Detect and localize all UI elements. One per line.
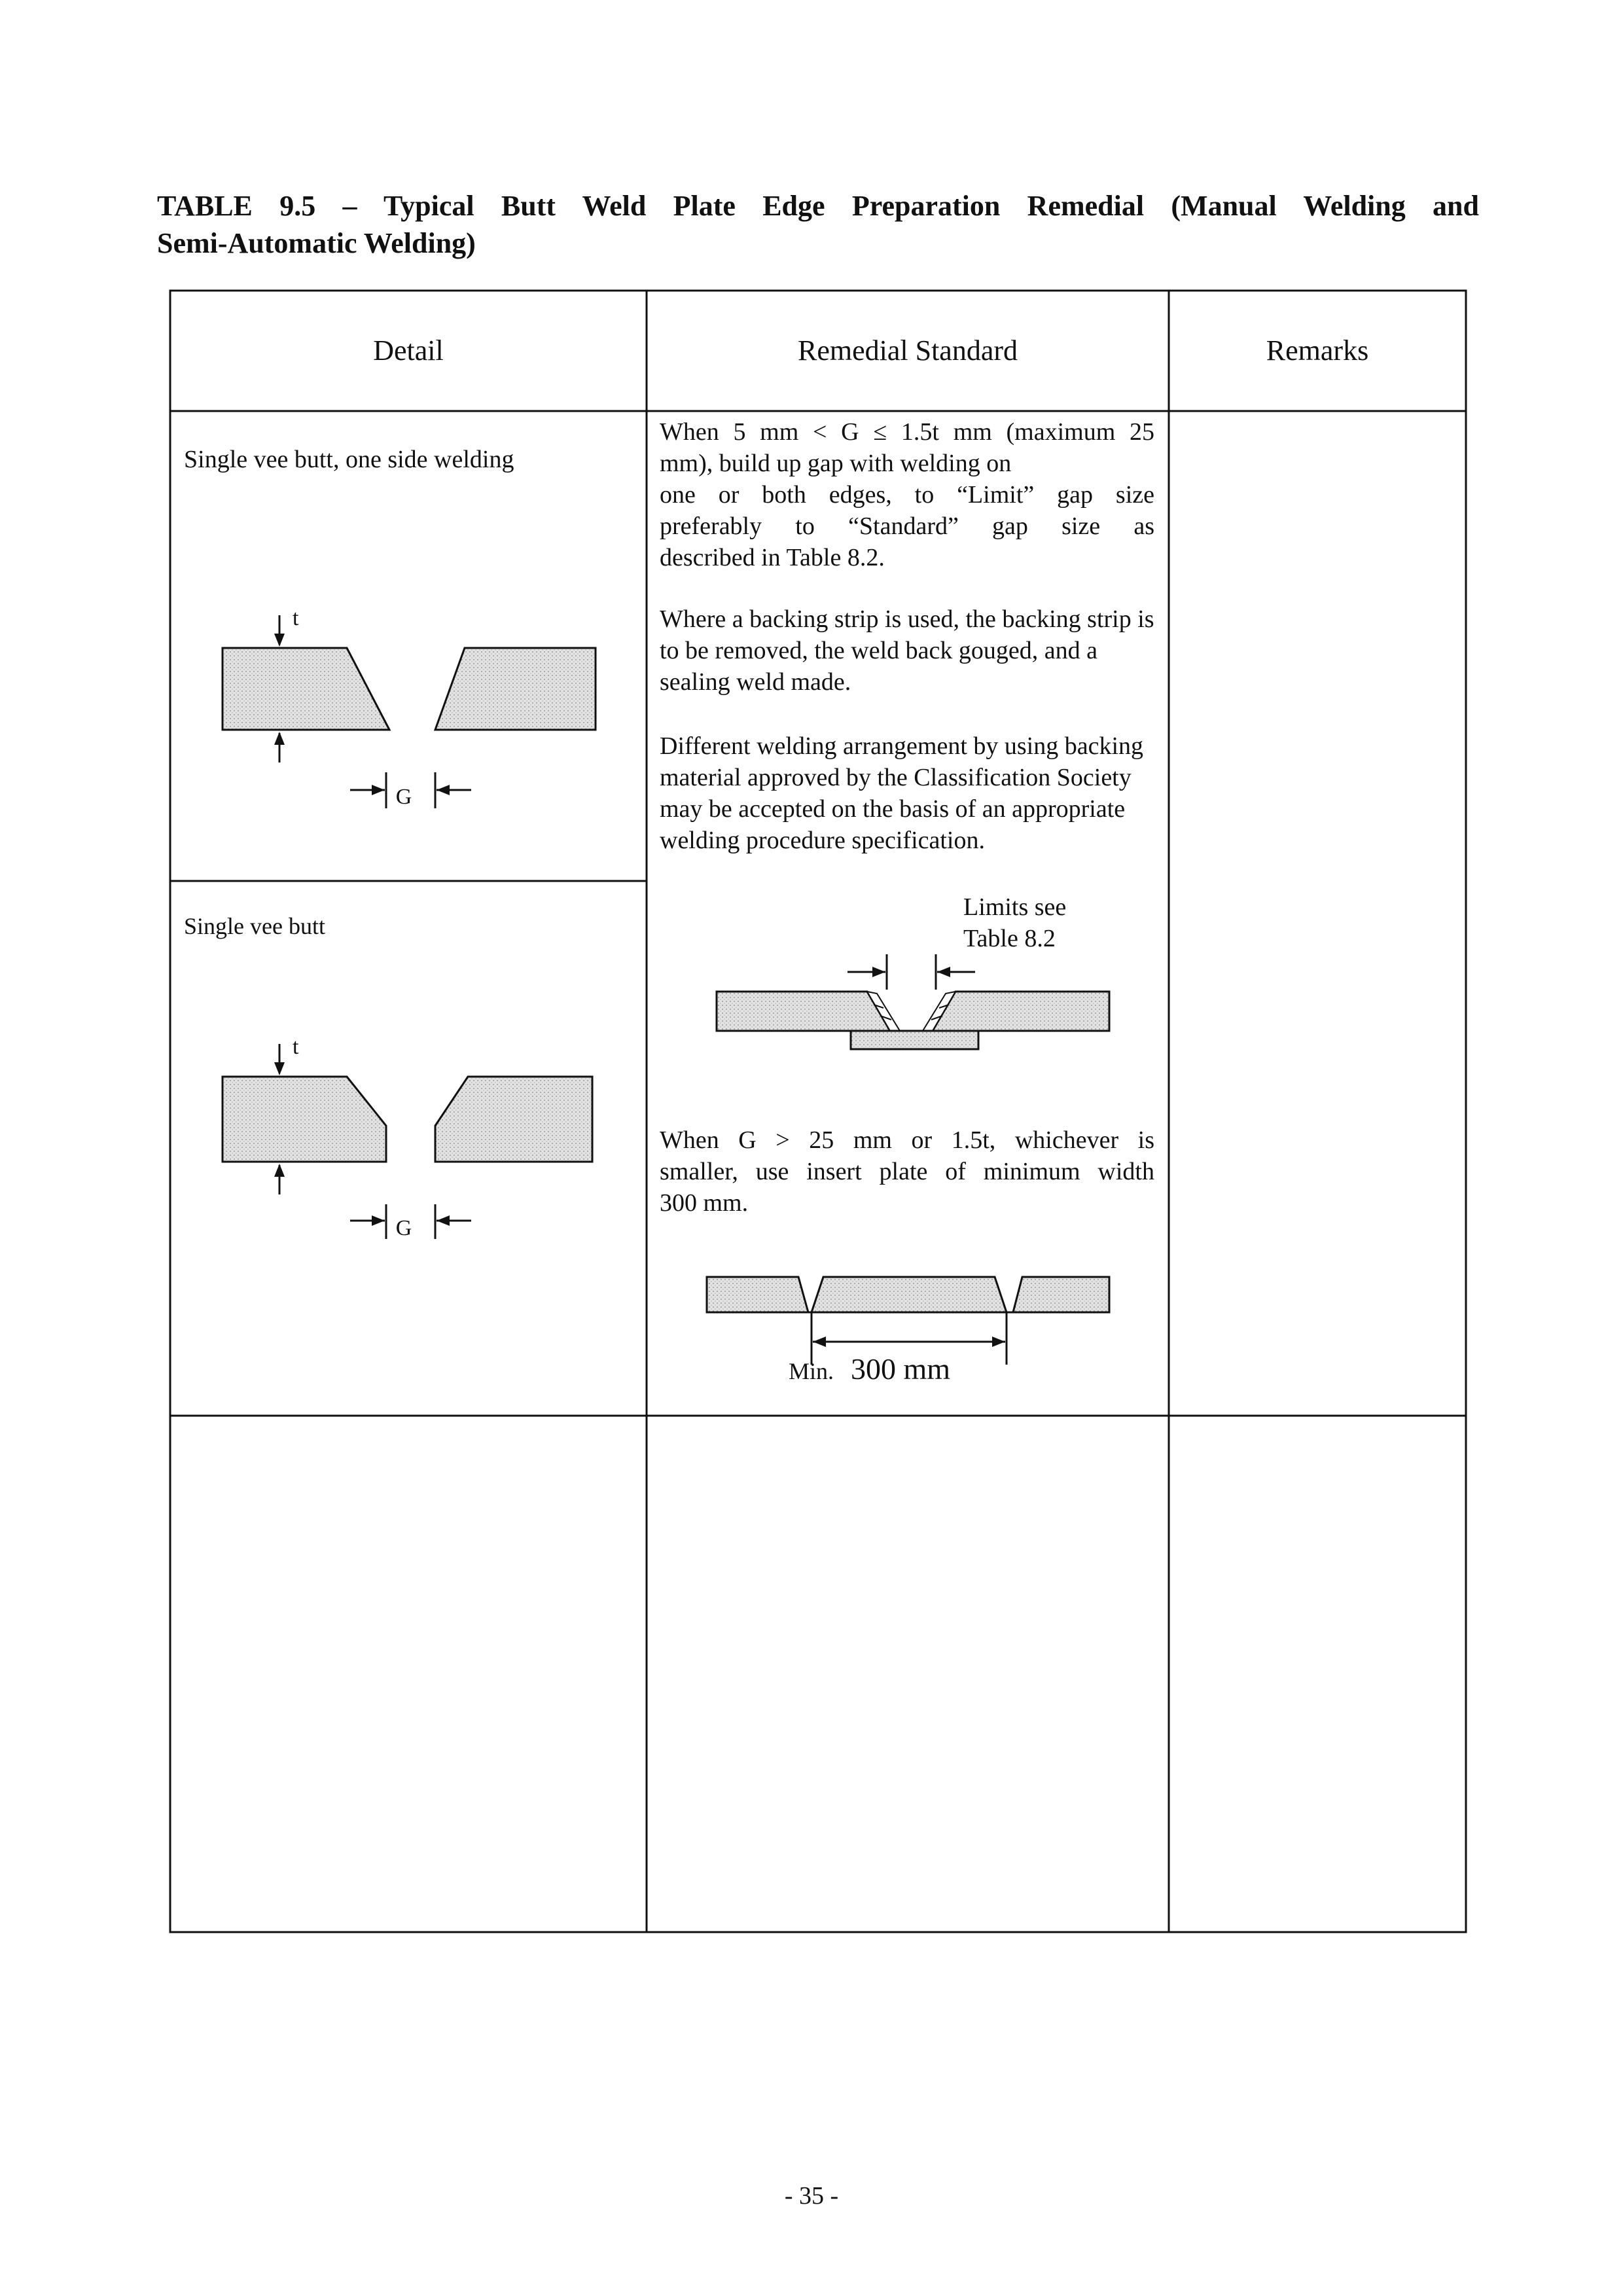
remedial-para3: Different welding arrangement by using backing material approved by the Classification Society may be accepted on the basis of an appropriate welding procedure specification. (660, 732, 1144, 854)
header-remedial-standard: Remedial Standard (797, 334, 1018, 367)
table-title-line1: TABLE 9.5 – Typical Butt Weld Plate Edge Preparation Remedial (Manual Welding and (157, 190, 1479, 222)
remedial-para4-line3: 300 mm. (660, 1189, 749, 1217)
insert-min-label: Min. (789, 1358, 834, 1384)
remedial-para1-line3: one or both edges, to “Limit” gap size (660, 481, 1154, 509)
remedial-para4-line2: smaller, use insert plate of minimum width (660, 1158, 1154, 1185)
page-number: - 35 - (784, 2182, 839, 2210)
table-title-line2: Semi-Automatic Welding) (157, 227, 476, 259)
header-detail: Detail (373, 334, 444, 367)
single-vee-diagram (209, 1024, 615, 1247)
remedial-para2: Where a backing strip is used, the backing strip is to be removed, the weld back gouged, and a sealing weld made. (660, 605, 1154, 696)
remedial-para1-line4: preferably to “Standard” gap size as (660, 512, 1154, 540)
backing-strip-diagram (713, 949, 1119, 1060)
gap-label-g: G (395, 1216, 412, 1240)
insert-plate-diagram (700, 1266, 1119, 1397)
remedial-para1-line2: mm), build up gap with welding on (660, 450, 1012, 477)
single-vee-one-side-diagram (209, 596, 615, 818)
limits-label-line2: Table 8.2 (963, 925, 1056, 952)
detail-label-single-vee-butt: Single vee butt (184, 913, 325, 939)
insert-width-label: 300 mm (851, 1352, 951, 1386)
thickness-label-t: t (293, 606, 299, 630)
header-remarks: Remarks (1266, 334, 1369, 367)
limits-label-line1: Limits see (963, 893, 1067, 921)
remedial-para1-line1: When 5 mm < G ≤ 1.5t mm (maximum 25 (660, 418, 1154, 446)
gap-label-g: G (395, 785, 412, 809)
thickness-label-t: t (293, 1035, 299, 1059)
remedial-para4-line1: When G > 25 mm or 1.5t, whichever is (660, 1126, 1154, 1154)
detail-label-one-side-welding: Single vee butt, one side welding (184, 446, 514, 473)
remedial-para1-line5: described in Table 8.2. (660, 544, 885, 571)
